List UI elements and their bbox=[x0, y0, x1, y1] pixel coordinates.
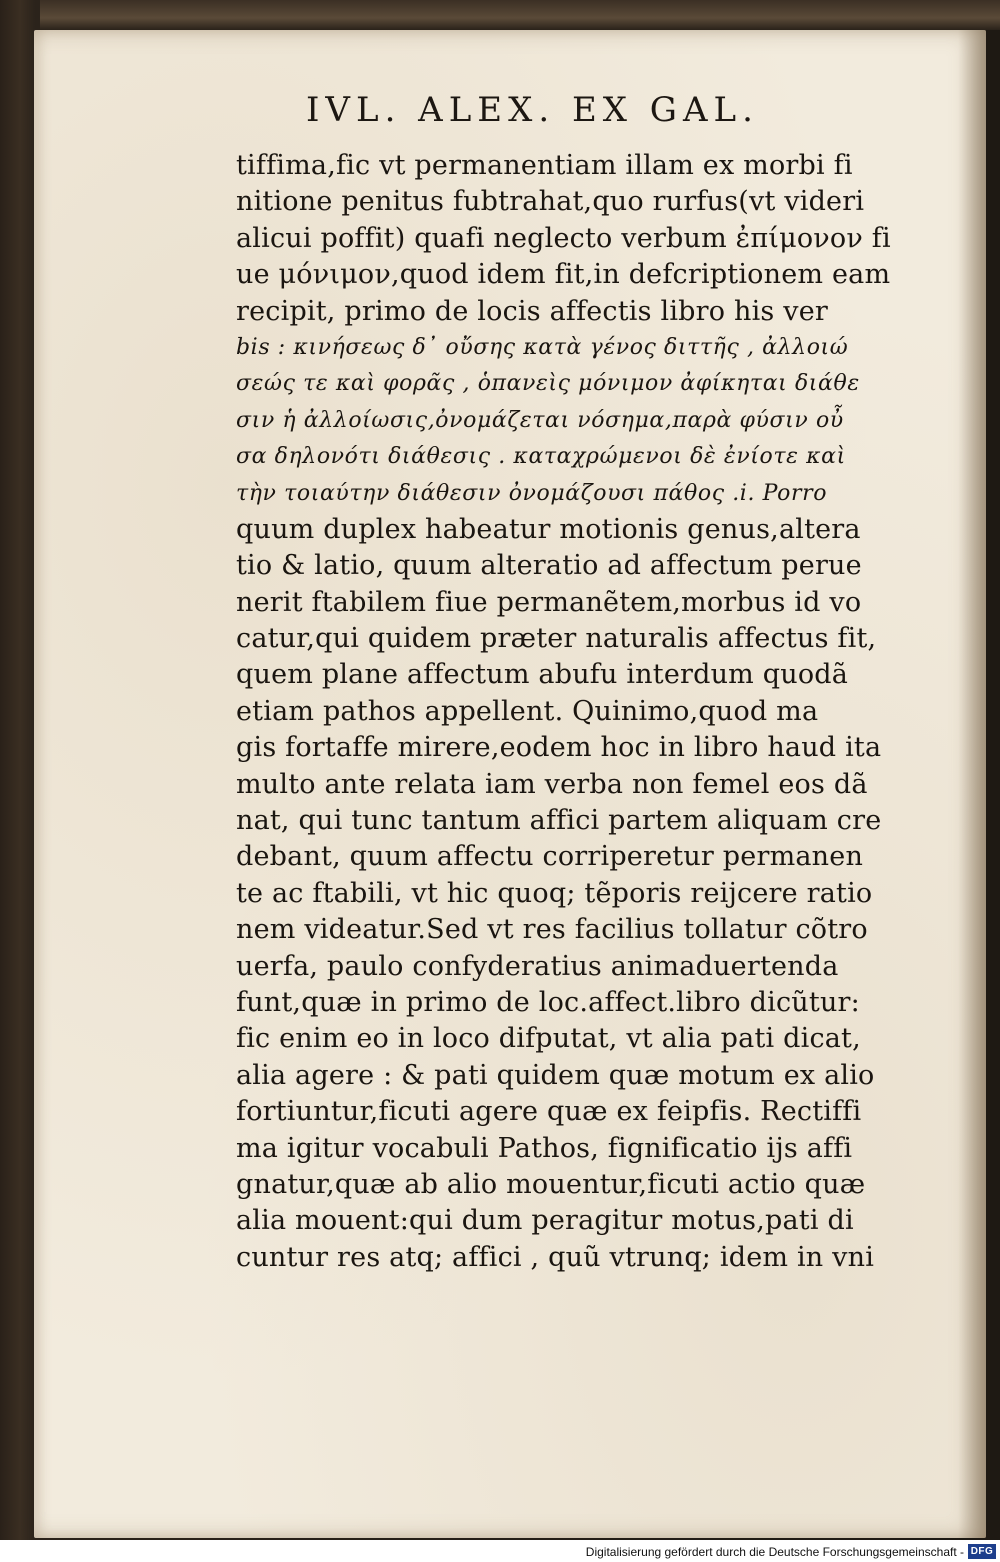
text-line: tiffima,fic vt permanentiam illam ex morbi fi bbox=[236, 150, 853, 181]
text-line: catur,qui quidem præter naturalis affectus fit, bbox=[236, 623, 877, 655]
text-line: tio & latio, quum alteratio ad affectum perue bbox=[236, 550, 862, 582]
text-line: recipit, primo de locis affectis libro his ver bbox=[236, 295, 828, 327]
text-line: fortiuntur,ficuti agere quæ ex feipfis. Rectiffi bbox=[236, 1096, 862, 1128]
spine-shadow bbox=[958, 30, 986, 1538]
text-line: nerit ftabilem fiue permanẽtem,morbus id vo bbox=[236, 586, 862, 618]
text-line: quem plane affectum abufu interdum quodã bbox=[236, 659, 849, 691]
text-line: σα δηλονότι διάθεσις . καταχρώμενοι δὲ ἐνίοτε καὶ bbox=[236, 444, 846, 470]
text-line: σεώς τε καὶ φορᾶς , ὁπανεὶς μόνιμον ἀφίκηται διάθε bbox=[236, 371, 860, 397]
text-line: debant, quum affectu corriperetur permanen bbox=[236, 841, 864, 873]
text-line: multo ante relata iam verba non femel eos dã bbox=[236, 768, 868, 800]
text-line: σιν ἡ ἀλλοίωσις,ὀνομάζεται νόσημα,παρὰ φύσιν οὖ bbox=[236, 407, 844, 433]
running-head: IVL. ALEX. EX GAL. bbox=[306, 90, 759, 130]
text-line: ma igitur vocabuli Pathos, fignificatio ijs affi bbox=[236, 1132, 853, 1164]
text-line: gnatur,quæ ab alio mouentur,ficuti actio quæ bbox=[236, 1168, 866, 1200]
text-line: nat, qui tunc tantum affici partem aliquam cre bbox=[236, 805, 882, 837]
text-line: nitione penitus fubtrahat,quo rurfus(vt videri bbox=[236, 186, 865, 218]
book-edge bbox=[40, 0, 1000, 30]
text-line: ue μόνιμον,quod idem fit,in defcriptionem eam bbox=[236, 259, 891, 291]
body-text bbox=[236, 148, 908, 1276]
text-line: cuntur res atq; affici , quũ vtrunq; idem in vni bbox=[236, 1241, 875, 1273]
footer-bar bbox=[0, 1540, 1000, 1562]
text-line: fic enim eo in loco difputat, vt alia pati dicat, bbox=[236, 1023, 861, 1055]
funding-credit: Digitalisierung gefördert durch die Deutsche Forschungsgemeinschaft - bbox=[585, 1545, 964, 1559]
text-line: uerfa, paulo confyderatius animaduertenda bbox=[236, 950, 839, 982]
text-line: nem videatur.Sed vt res facilius tollatur cõtro bbox=[236, 914, 868, 946]
text-line: etiam pathos appellent. Quinimo,quod ma bbox=[236, 695, 819, 727]
text-line: te ac ftabili, vt hic quoq; tẽporis reijcere ratio bbox=[236, 877, 873, 909]
text-line: quum duplex habeatur motionis genus,altera bbox=[236, 513, 861, 545]
text-line: τὴν τοιαύτην διάθεσιν ὀνομάζουσι πάθος .i. Porro bbox=[236, 480, 828, 506]
text-line: gis fortaffe mirere,eodem hoc in libro haud ita bbox=[236, 732, 882, 764]
text-line: alia agere : & pati quidem quæ motum ex alio bbox=[236, 1059, 875, 1091]
text-line: alia mouent:qui dum peragitur motus,pati di bbox=[236, 1205, 854, 1237]
text-line: bis : κινήσεως δ᾽ οὔσης κατὰ γένος διττῆς , ἀλλοιώ bbox=[236, 334, 849, 360]
dfg-logo-icon: DFG bbox=[968, 1544, 996, 1559]
text-line: funt,quæ in primo de loc.affect.libro dicũtur: bbox=[236, 986, 860, 1018]
text-line: alicui poffit) quafi neglecto verbum ἐπίμονον fi bbox=[236, 222, 891, 254]
